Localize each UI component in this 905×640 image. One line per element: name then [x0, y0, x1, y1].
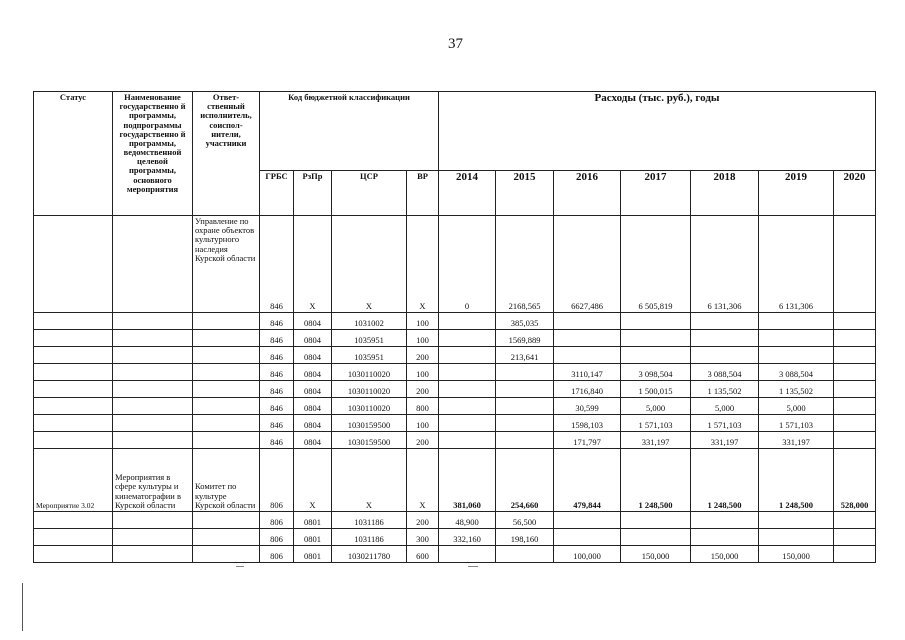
- executor-cell: [193, 381, 260, 398]
- value-cell: 331,197: [691, 432, 759, 449]
- header-year-4: 2018: [691, 171, 759, 216]
- value-cell: 385,035: [496, 313, 554, 330]
- value-cell: [496, 398, 554, 415]
- code-cell: 100: [407, 415, 439, 432]
- executor-cell: [193, 313, 260, 330]
- value-cell: 3 088,504: [759, 364, 834, 381]
- executor-cell: Комитет по культуре Курской области: [193, 449, 260, 512]
- page-number: 37: [448, 36, 463, 52]
- table-row: [34, 381, 876, 398]
- value-cell: 331,197: [759, 432, 834, 449]
- status-cell: [34, 216, 113, 313]
- value-cell: 1569,889: [496, 330, 554, 347]
- code-cell: 846: [260, 432, 294, 449]
- name-cell: [113, 512, 193, 529]
- code-cell: 100: [407, 313, 439, 330]
- value-cell: 528,000: [834, 449, 876, 512]
- value-cell: 1 135,502: [691, 381, 759, 398]
- value-cell: [834, 347, 876, 364]
- value-cell: 1 571,103: [691, 415, 759, 432]
- value-cell: [834, 415, 876, 432]
- code-cell: 0804: [294, 313, 332, 330]
- value-cell: [759, 347, 834, 364]
- header-code-3: ВР: [407, 171, 439, 216]
- value-cell: [621, 313, 691, 330]
- value-cell: 6 131,306: [691, 216, 759, 313]
- value-cell: [439, 313, 496, 330]
- code-cell: 806: [260, 529, 294, 546]
- value-cell: [691, 512, 759, 529]
- executor-cell: [193, 529, 260, 546]
- status-cell: [34, 546, 113, 563]
- code-cell: 846: [260, 313, 294, 330]
- header-year-6: 2020: [834, 171, 876, 216]
- code-cell: 0801: [294, 546, 332, 563]
- value-cell: 381,060: [439, 449, 496, 512]
- code-cell: Х: [294, 216, 332, 313]
- table-row: [34, 398, 876, 415]
- value-cell: 6627,486: [554, 216, 621, 313]
- status-cell: [34, 364, 113, 381]
- executor-cell: Управление по охране объектов культурного наследия Курской области: [193, 216, 260, 313]
- name-cell: [113, 347, 193, 364]
- value-cell: [691, 529, 759, 546]
- executor-cell: [193, 347, 260, 364]
- code-cell: 806: [260, 546, 294, 563]
- value-cell: [759, 512, 834, 529]
- status-cell: [34, 512, 113, 529]
- header-expenses-group: Расходы (тыс. руб.), годы: [439, 92, 876, 171]
- code-cell: 200: [407, 512, 439, 529]
- scan-mark: [236, 566, 244, 567]
- value-cell: 213,641: [496, 347, 554, 364]
- value-cell: 479,844: [554, 449, 621, 512]
- value-cell: [759, 330, 834, 347]
- code-cell: 200: [407, 432, 439, 449]
- name-cell: [113, 313, 193, 330]
- executor-cell: [193, 398, 260, 415]
- code-cell: 200: [407, 347, 439, 364]
- value-cell: 198,160: [496, 529, 554, 546]
- code-cell: 0804: [294, 364, 332, 381]
- margin-line: [22, 583, 23, 631]
- executor-cell: [193, 512, 260, 529]
- value-cell: 5,000: [691, 398, 759, 415]
- table-row: [34, 364, 876, 381]
- status-cell: [34, 529, 113, 546]
- status-cell: [34, 347, 113, 364]
- status-cell: [34, 432, 113, 449]
- code-cell: 1030110020: [332, 381, 407, 398]
- header-year-3: 2017: [621, 171, 691, 216]
- code-cell: 0804: [294, 432, 332, 449]
- value-cell: 150,000: [691, 546, 759, 563]
- code-cell: Х: [332, 449, 407, 512]
- table-body: [34, 216, 876, 563]
- name-cell: [113, 529, 193, 546]
- value-cell: 150,000: [621, 546, 691, 563]
- value-cell: 1 248,500: [691, 449, 759, 512]
- header-executor: Ответ- ственный исполнитель, соиспол- нители, участники: [193, 92, 260, 216]
- scan-mark: [468, 566, 478, 567]
- value-cell: [621, 347, 691, 364]
- value-cell: [834, 313, 876, 330]
- header-year-5: 2019: [759, 171, 834, 216]
- value-cell: 30,599: [554, 398, 621, 415]
- value-cell: 150,000: [759, 546, 834, 563]
- status-cell: Мероприятие 3.02: [34, 449, 113, 512]
- value-cell: [439, 364, 496, 381]
- code-cell: 0801: [294, 512, 332, 529]
- value-cell: [691, 313, 759, 330]
- code-cell: 846: [260, 415, 294, 432]
- value-cell: [691, 330, 759, 347]
- table-row: [34, 449, 876, 512]
- name-cell: [113, 432, 193, 449]
- code-cell: 0804: [294, 398, 332, 415]
- value-cell: 56,500: [496, 512, 554, 529]
- code-cell: 1035951: [332, 330, 407, 347]
- code-cell: 100: [407, 364, 439, 381]
- value-cell: [439, 415, 496, 432]
- code-cell: 806: [260, 512, 294, 529]
- value-cell: 3 088,504: [691, 364, 759, 381]
- table-row: [34, 216, 876, 313]
- value-cell: 1 500,015: [621, 381, 691, 398]
- value-cell: [496, 546, 554, 563]
- value-cell: 1716,840: [554, 381, 621, 398]
- table-row: [34, 432, 876, 449]
- value-cell: 2168,565: [496, 216, 554, 313]
- value-cell: 3 098,504: [621, 364, 691, 381]
- header-code-2: ЦСР: [332, 171, 407, 216]
- value-cell: [496, 364, 554, 381]
- value-cell: [439, 546, 496, 563]
- value-cell: 48,900: [439, 512, 496, 529]
- code-cell: 0804: [294, 381, 332, 398]
- executor-cell: [193, 364, 260, 381]
- value-cell: [439, 432, 496, 449]
- value-cell: [834, 529, 876, 546]
- code-cell: 846: [260, 216, 294, 313]
- value-cell: [759, 529, 834, 546]
- status-cell: [34, 415, 113, 432]
- table-row: [34, 347, 876, 364]
- code-cell: 100: [407, 330, 439, 347]
- value-cell: [496, 432, 554, 449]
- value-cell: 3110,147: [554, 364, 621, 381]
- executor-cell: [193, 330, 260, 347]
- code-cell: 806: [260, 449, 294, 512]
- header-code-1: РзПр: [294, 171, 332, 216]
- value-cell: [439, 330, 496, 347]
- name-cell: [113, 381, 193, 398]
- name-cell: [113, 546, 193, 563]
- code-cell: Х: [294, 449, 332, 512]
- table-row: [34, 546, 876, 563]
- code-cell: 846: [260, 364, 294, 381]
- status-cell: [34, 330, 113, 347]
- executor-cell: [193, 546, 260, 563]
- value-cell: [439, 347, 496, 364]
- value-cell: [621, 529, 691, 546]
- code-cell: 0801: [294, 529, 332, 546]
- code-cell: 1030211780: [332, 546, 407, 563]
- value-cell: [621, 512, 691, 529]
- code-cell: 600: [407, 546, 439, 563]
- value-cell: 100,000: [554, 546, 621, 563]
- code-cell: 1031186: [332, 529, 407, 546]
- value-cell: 254,660: [496, 449, 554, 512]
- value-cell: 1598,103: [554, 415, 621, 432]
- code-cell: 1031002: [332, 313, 407, 330]
- table-row: [34, 313, 876, 330]
- budget-table: [33, 91, 876, 563]
- name-cell: [113, 364, 193, 381]
- name-cell: [113, 415, 193, 432]
- header-year-0: 2014: [439, 171, 496, 216]
- value-cell: [834, 398, 876, 415]
- code-cell: 200: [407, 381, 439, 398]
- value-cell: [554, 313, 621, 330]
- status-cell: [34, 381, 113, 398]
- table-row: [34, 512, 876, 529]
- code-cell: Х: [407, 449, 439, 512]
- value-cell: [439, 381, 496, 398]
- value-cell: [554, 529, 621, 546]
- value-cell: 332,160: [439, 529, 496, 546]
- value-cell: 1 135,502: [759, 381, 834, 398]
- code-cell: Х: [332, 216, 407, 313]
- value-cell: [834, 364, 876, 381]
- value-cell: 1 248,500: [621, 449, 691, 512]
- table-row: [34, 529, 876, 546]
- header-name: Наименование государственно й программы, подпрограммы государственно й программы, ведомственной целевой программы, основного мероприятия: [113, 92, 193, 216]
- header-status: Статус: [34, 92, 113, 216]
- value-cell: [834, 216, 876, 313]
- value-cell: 6 505,819: [621, 216, 691, 313]
- code-cell: 0804: [294, 347, 332, 364]
- code-cell: 1030110020: [332, 364, 407, 381]
- code-cell: 0804: [294, 415, 332, 432]
- code-cell: 1030159500: [332, 415, 407, 432]
- code-cell: 846: [260, 381, 294, 398]
- code-cell: 1031186: [332, 512, 407, 529]
- name-cell: [113, 216, 193, 313]
- value-cell: [834, 381, 876, 398]
- value-cell: [834, 546, 876, 563]
- name-cell: Мероприятия в сфере культуры и кинематографии в Курской области: [113, 449, 193, 512]
- header-year-1: 2015: [496, 171, 554, 216]
- value-cell: 5,000: [759, 398, 834, 415]
- status-cell: [34, 313, 113, 330]
- value-cell: [834, 432, 876, 449]
- code-cell: Х: [407, 216, 439, 313]
- name-cell: [113, 398, 193, 415]
- value-cell: [439, 398, 496, 415]
- code-cell: 846: [260, 330, 294, 347]
- value-cell: [496, 381, 554, 398]
- code-cell: 1030159500: [332, 432, 407, 449]
- value-cell: [621, 330, 691, 347]
- value-cell: [759, 313, 834, 330]
- header-code-group: Код бюджетной классификации: [260, 92, 439, 171]
- header-year-2: 2016: [554, 171, 621, 216]
- header-code-0: ГРБС: [260, 171, 294, 216]
- code-cell: 800: [407, 398, 439, 415]
- value-cell: 171,797: [554, 432, 621, 449]
- value-cell: [834, 512, 876, 529]
- table-row: [34, 330, 876, 347]
- code-cell: 1035951: [332, 347, 407, 364]
- table-row: [34, 415, 876, 432]
- value-cell: [496, 415, 554, 432]
- value-cell: 5,000: [621, 398, 691, 415]
- value-cell: [834, 330, 876, 347]
- value-cell: [691, 347, 759, 364]
- code-cell: 846: [260, 347, 294, 364]
- value-cell: 1 571,103: [621, 415, 691, 432]
- code-cell: 1030110020: [332, 398, 407, 415]
- value-cell: 6 131,306: [759, 216, 834, 313]
- name-cell: [113, 330, 193, 347]
- executor-cell: [193, 432, 260, 449]
- executor-cell: [193, 415, 260, 432]
- status-cell: [34, 398, 113, 415]
- value-cell: 1 571,103: [759, 415, 834, 432]
- value-cell: 0: [439, 216, 496, 313]
- code-cell: 0804: [294, 330, 332, 347]
- value-cell: [554, 347, 621, 364]
- header-row-1: [34, 92, 876, 171]
- value-cell: 331,197: [621, 432, 691, 449]
- code-cell: 300: [407, 529, 439, 546]
- value-cell: [554, 512, 621, 529]
- value-cell: [554, 330, 621, 347]
- value-cell: 1 248,500: [759, 449, 834, 512]
- code-cell: 846: [260, 398, 294, 415]
